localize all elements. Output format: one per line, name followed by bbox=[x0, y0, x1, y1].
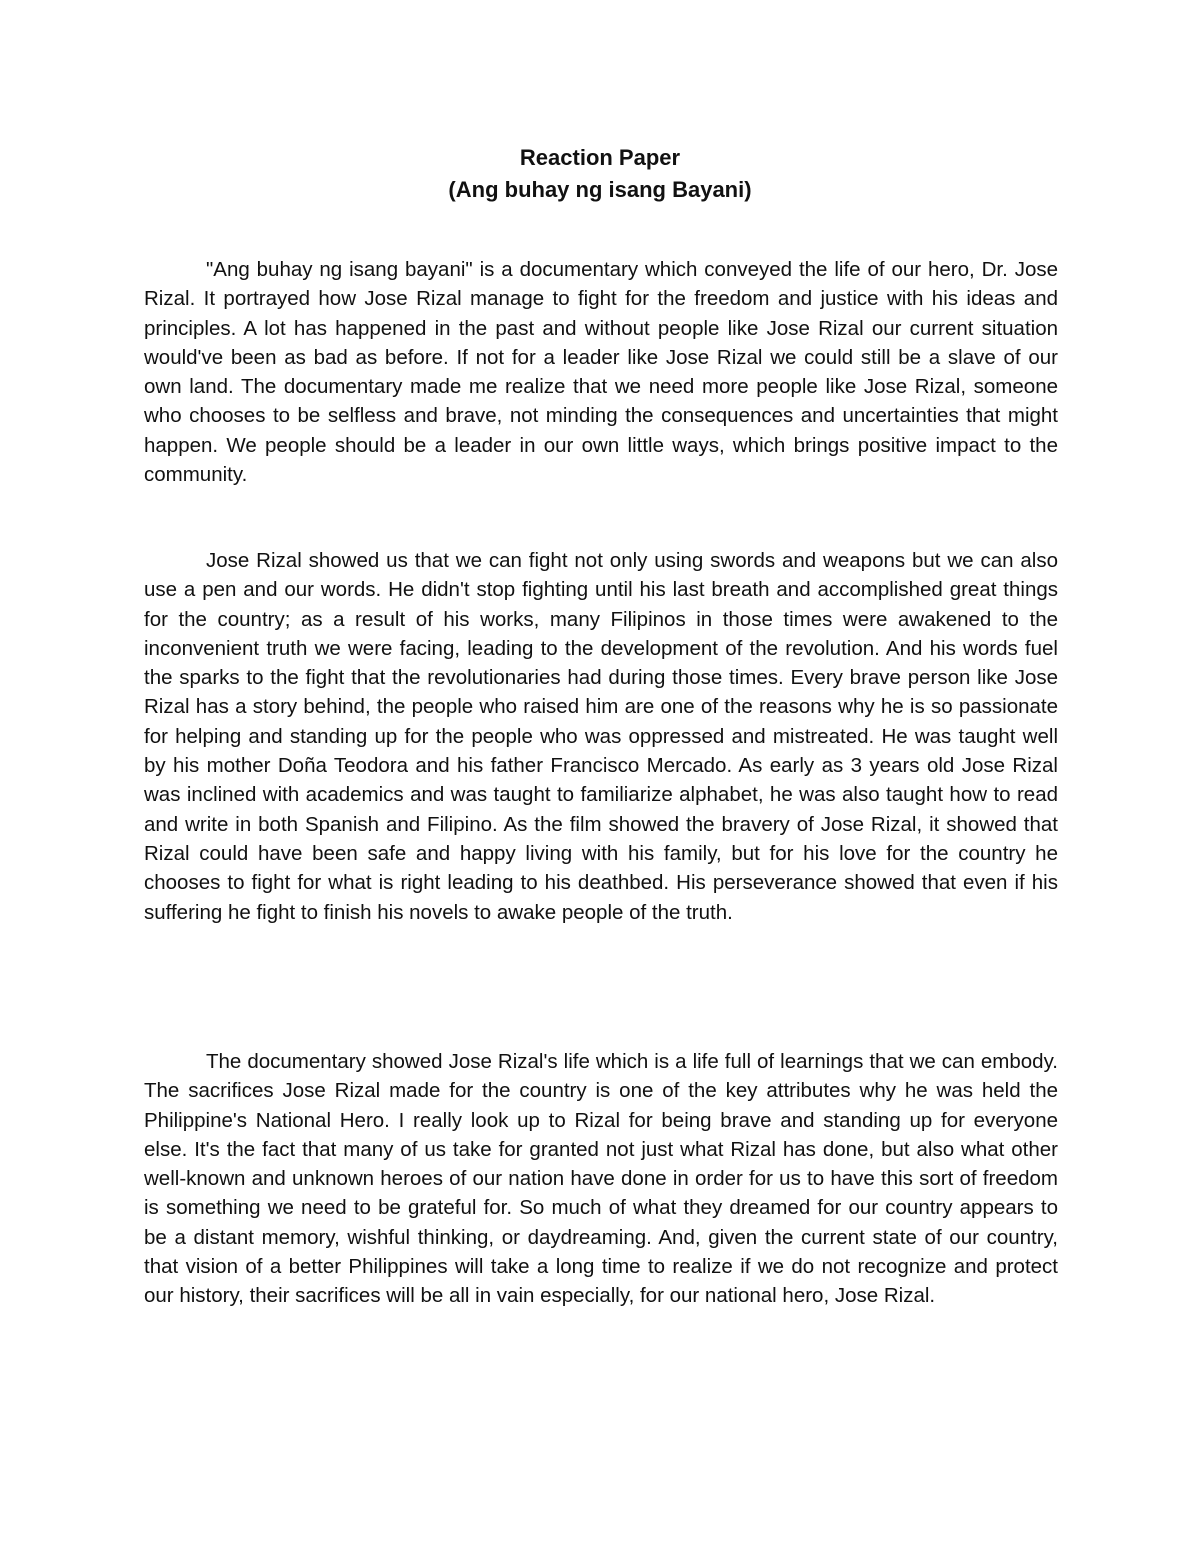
paragraph-text: "Ang buhay ng isang bayani" is a documentary which conveyed the life of our hero, Dr. Jose Rizal. It portrayed how Jose Rizal manage to fight for the freedom and justice with his ideas and principles. A lot has happened in the past and without people like Jose Rizal our current situation would've been as bad as before. If not for a leader like Jose Rizal we could still be a slave of our own land. The documentary made me realize that we need more people like Jose Rizal, someone who chooses to be selfless and brave, not minding the consequences and uncertainties that might happen. We people should be a leader in our own little ways, which brings positive impact to the community. bbox=[144, 258, 1058, 487]
body-paragraph-2 bbox=[144, 546, 1058, 927]
paragraph-text: Jose Rizal showed us that we can fight not only using swords and weapons but we can also use a pen and our words. He didn't stop fighting until his last breath and accomplished great things for the country; as a result of his works, many Filipinos in those times were awakened to the inconvenient truth we were facing, leading to the development of the revolution. And his words fuel the sparks to the fight that the revolutionaries had during those times. Every brave person like Jose Rizal has a story behind, the people who raised him are one of the reasons why he is so passionate for helping and standing up for the people who was oppressed and mistreated. He was taught well by his mother Doña Teodora and his father Francisco Mercado. As early as 3 years old Jose Rizal was inclined with academics and was taught to familiarize alphabet, he was also taught how to read and write in both Spanish and Filipino. As the film showed the bravery of Jose Rizal, it showed that Rizal could have been safe and happy living with his family, but for his love for the country he chooses to fight for what is right leading to his deathbed. His perseverance showed that even if his suffering he fight to finish his novels to awake people of the truth. bbox=[144, 549, 1058, 924]
body-paragraph-3 bbox=[144, 1047, 1058, 1311]
paragraph-text: The documentary showed Jose Rizal's life which is a life full of learnings that we can embody. The sacrifices Jose Rizal made for the country is one of the key attributes why he was held the Philippine's National Hero. I really look up to Rizal for being brave and standing up for everyone else. It's the fact that many of us take for granted not just what Rizal has done, but also what other well-known and unknown heroes of our nation have done in order for us to have this sort of freedom is something we need to be grateful for. So much of what they dreamed for our country appears to be a distant memory, wishful thinking, or daydreaming. And, given the current state of our country, that vision of a better Philippines will take a long time to realize if we do not recognize and protect our history, their sacrifices will be all in vain especially, for our national hero, Jose Rizal. bbox=[144, 1050, 1058, 1308]
body-paragraph-1 bbox=[144, 255, 1058, 489]
document-title: Reaction Paper bbox=[519, 145, 681, 170]
document-subtitle: (Ang buhay ng isang Bayani) bbox=[448, 177, 752, 202]
title-block bbox=[0, 142, 1200, 206]
